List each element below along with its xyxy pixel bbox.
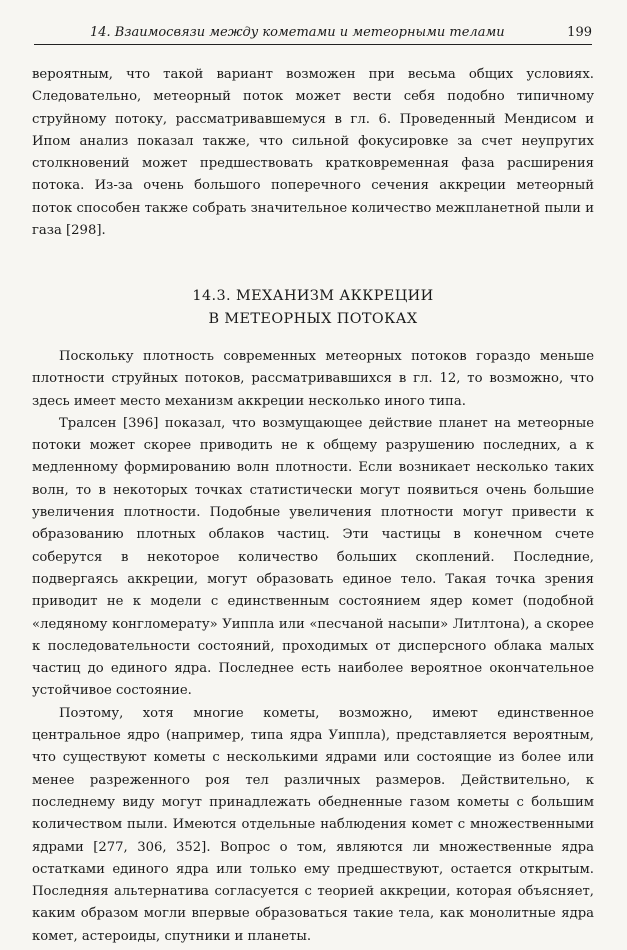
running-head: [34, 24, 592, 45]
paragraph: Поскольку плотность современных метеорных потоков гораздо меньше плотности струйных потоков, рассматривавшихся в гл. 12, то возможно, что здесь имеет место механизм аккреции несколько иного типа.: [32, 349, 594, 409]
section-heading-line-1: 14.3. МЕХАНИЗМ АККРЕЦИИ: [192, 288, 434, 304]
page-number: 199: [567, 25, 592, 40]
section-heading-line-2: В МЕТЕОРНЫХ ПОТОКАХ: [208, 311, 418, 327]
top-text-block: [32, 64, 594, 242]
section-body: [32, 346, 594, 948]
running-head-title: 14. Взаимосвязи между кометами и метеорными телами: [90, 25, 505, 40]
paragraph: Тралсен [396] показал, что возмущающее действие планет на метеорные потоки может скорее приводить не к общему разрушению последних, а к медленному формированию волн плотности. Если возникает несколько таких волн, то в некоторых точках статистически могут появиться очень большие увеличения плотности. Подобные увеличения плотности могут привести к образованию плотных облаков частиц. Эти частицы в конечном счете соберутся в некоторое количество больших скоплений. Последние, подвергаясь аккреции, могут образовать единое тело. Такая точка зрения приводит не к модели с единственным состоянием ядер комет (подобной «ледяному конгломерату» Уиппла или «песчаной насыпи» Литлтона), а скорее к последовательности состояний, проходимых от дисперсного облака малых частиц до единого ядра. Последнее есть наиболее вероятное окончательное устойчивое состояние.: [32, 415, 594, 699]
section-heading: [32, 285, 594, 331]
paragraph: Поэтому, хотя многие кометы, возможно, имеют единственное центральное ядро (например, типа ядра Уиппла), представляется вероятным, что существуют кометы с несколькими ядрами или состоящие из более или менее разреженного роя тел различных размеров. Действительно, к последнему виду могут принадлежать обедненные газом кометы с большим количеством пыли. Имеются отдельные наблюдения комет с множественными ядрами [277, 306, 352]. Вопрос о том, являются ли множественные ядра остатками единого ядра или только ему предшествуют, остается открытым. Последняя альтернатива согласуется с теорией аккреции, которая объясняет, каким образом могли впервые образоваться такие тела, как монолитные ядра комет, астероиды, спутники и планеты.: [32, 705, 594, 944]
paragraph-continued: вероятным, что такой вариант возможен при весьма общих условиях. Следовательно, метеорный поток может вести себя подобно типичному струйному потоку, рассматривавшемуся в гл. 6. Проведенный Мендисом и Ипом анализ показал также, что сильной фокусировке за счет неупругих столкновений может предшествовать кратковременная фаза расширения потока. Из-за очень большого поперечного сечения аккреции метеорный поток способен также собрать значительное количество межпланетной пыли и газа [298].: [32, 67, 594, 239]
